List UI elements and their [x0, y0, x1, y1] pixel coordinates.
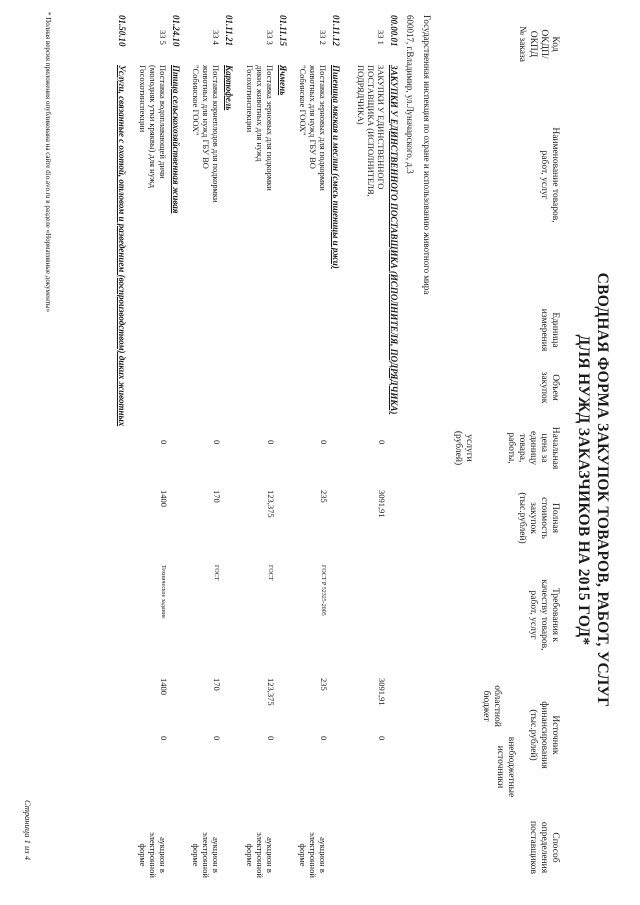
- row-method: аукцион в электронной форме: [244, 832, 275, 878]
- row-number: 33 4: [211, 30, 221, 45]
- document-title-line2: ДЛЯ НУЖД ЗАКАЗЧИКОВ НА 2015 ГОД*: [575, 334, 592, 646]
- row-name: Поставка зерновых для подкормки диких животных для нужд Госохотинспекции: [244, 65, 275, 191]
- section-title: Ячмень: [278, 65, 288, 96]
- row-extra: 0: [212, 736, 222, 741]
- row-name: Поставка водоплавающей дичи (молодняк утки кряквы) для нужд Госохотинспекции: [137, 65, 168, 188]
- header-requirements: Требования к качеству товаров, работ, услуг: [528, 579, 560, 651]
- row-regional: 1400: [159, 678, 169, 695]
- row-requirements: Техническое задание: [160, 565, 166, 619]
- row-price: 0: [159, 440, 169, 445]
- header-volume: Объем закупок: [539, 371, 560, 404]
- header-fin-regional: областной бюджет: [481, 685, 502, 727]
- page-number: Страница 1 из 4: [23, 800, 33, 860]
- section-title: Картофель: [224, 65, 234, 111]
- row-name: Поставка корнеплодов для подкормки животных для нужд ГБУ ВО "Собинское ГООХ": [190, 65, 221, 203]
- row-regional: 123,375: [266, 678, 276, 706]
- footnote: * Полная версия приложения опубликована на сайте dio.avo.ru в разделе «Нормативные документы»: [44, 12, 52, 313]
- header-name: Наименование товаров, работ, услуг: [539, 127, 560, 223]
- header-financing: Источник финансирования (тыс.рублей): [528, 701, 560, 769]
- row-requirements: ГОСТ: [267, 565, 273, 581]
- row-extra: 0: [159, 736, 169, 741]
- header-total: Полная стоимость закупок (тыс.рублей): [517, 492, 560, 544]
- agency-name: Государственная инспекция по охране и использованию животного мира: [422, 15, 432, 295]
- row-extra: 0: [266, 736, 276, 741]
- row-extra: 0: [319, 736, 329, 741]
- section-code: 01.11.21: [224, 15, 234, 47]
- row-name: ЗАКУПКИ У ЕДИНСТВЕННОГО ПОСТАВЩИКА (ИСПОЛНИТЕЛЯ, ПОДРЯДЧИКА): [355, 65, 386, 197]
- header-fin-extra: внебюджетные источники: [495, 736, 516, 798]
- row-total: 3091,91: [377, 490, 387, 518]
- agency-address: 600017, г.Владимир, ул.Луначарского, д.3: [405, 15, 415, 174]
- row-price: 0: [266, 440, 276, 445]
- row-regional: 235: [319, 678, 329, 691]
- row-regional: 170: [212, 678, 222, 691]
- row-price: 0: [377, 440, 387, 445]
- section-code: 00.00.01: [389, 15, 399, 47]
- header-method: Способ определения поставщиков: [528, 820, 560, 875]
- header-price: Начальная цена за единицу товара, работы,: [506, 426, 560, 470]
- header-unit: Единица измерения: [539, 308, 560, 352]
- row-method: аукцион в электронной форме: [190, 832, 221, 878]
- row-regional: 3091,91: [377, 678, 387, 706]
- row-extra: 0: [377, 736, 387, 741]
- row-method: аукцион в электронной форме: [137, 832, 168, 878]
- header-code: Код ОКДП/ ОКПД № заказа: [517, 25, 560, 63]
- row-number: 33 5: [158, 30, 168, 45]
- row-requirements: ГОСТ Р 52325-2005: [320, 565, 326, 616]
- section-code: 01.50.10: [117, 15, 127, 47]
- row-total: 235: [319, 490, 329, 503]
- section-title: Птица сельскохозяйственная живая: [171, 65, 181, 214]
- document-title-line1: СВОДНАЯ ФОРМА ЗАКУПОК ТОВАРОВ, РАБОТ, УСЛУГ: [594, 272, 611, 708]
- row-name: Поставка зерновых для подкормки животных для нужд ГБУ ВО "Собинское ГООХ": [297, 65, 328, 191]
- row-requirements: ГОСТ: [213, 565, 219, 581]
- row-method: аукцион в электронной форме: [297, 832, 328, 878]
- row-price: 0: [319, 440, 329, 445]
- header-price-unit: услуги (рублей): [453, 430, 474, 466]
- row-total: 123,375: [266, 490, 276, 518]
- row-number: 33 3: [265, 30, 275, 45]
- section-title: ЗАКУПКИ У ЕДИНСТВЕННОГО ПОСТАВЩИКА (ИСПОЛНИТЕЛЯ, ПОДРЯДЧИКА): [389, 65, 399, 415]
- section-code: 01.24.10: [171, 15, 181, 47]
- section-title: Услуги, связанные с охотой, отловом и разведением (воспроизводством) диких животных: [117, 65, 127, 427]
- section-code: 01.11.12: [331, 15, 341, 47]
- row-number: 33 1: [376, 30, 386, 45]
- section-code: 01.11.15: [278, 15, 288, 47]
- row-total: 1400: [159, 490, 169, 507]
- row-total: 170: [212, 490, 222, 503]
- section-title: Пшеница мягкая и меслин (смесь пшеницы и ржи): [331, 65, 341, 269]
- row-price: 0: [212, 440, 222, 445]
- row-number: 33 2: [318, 30, 328, 45]
